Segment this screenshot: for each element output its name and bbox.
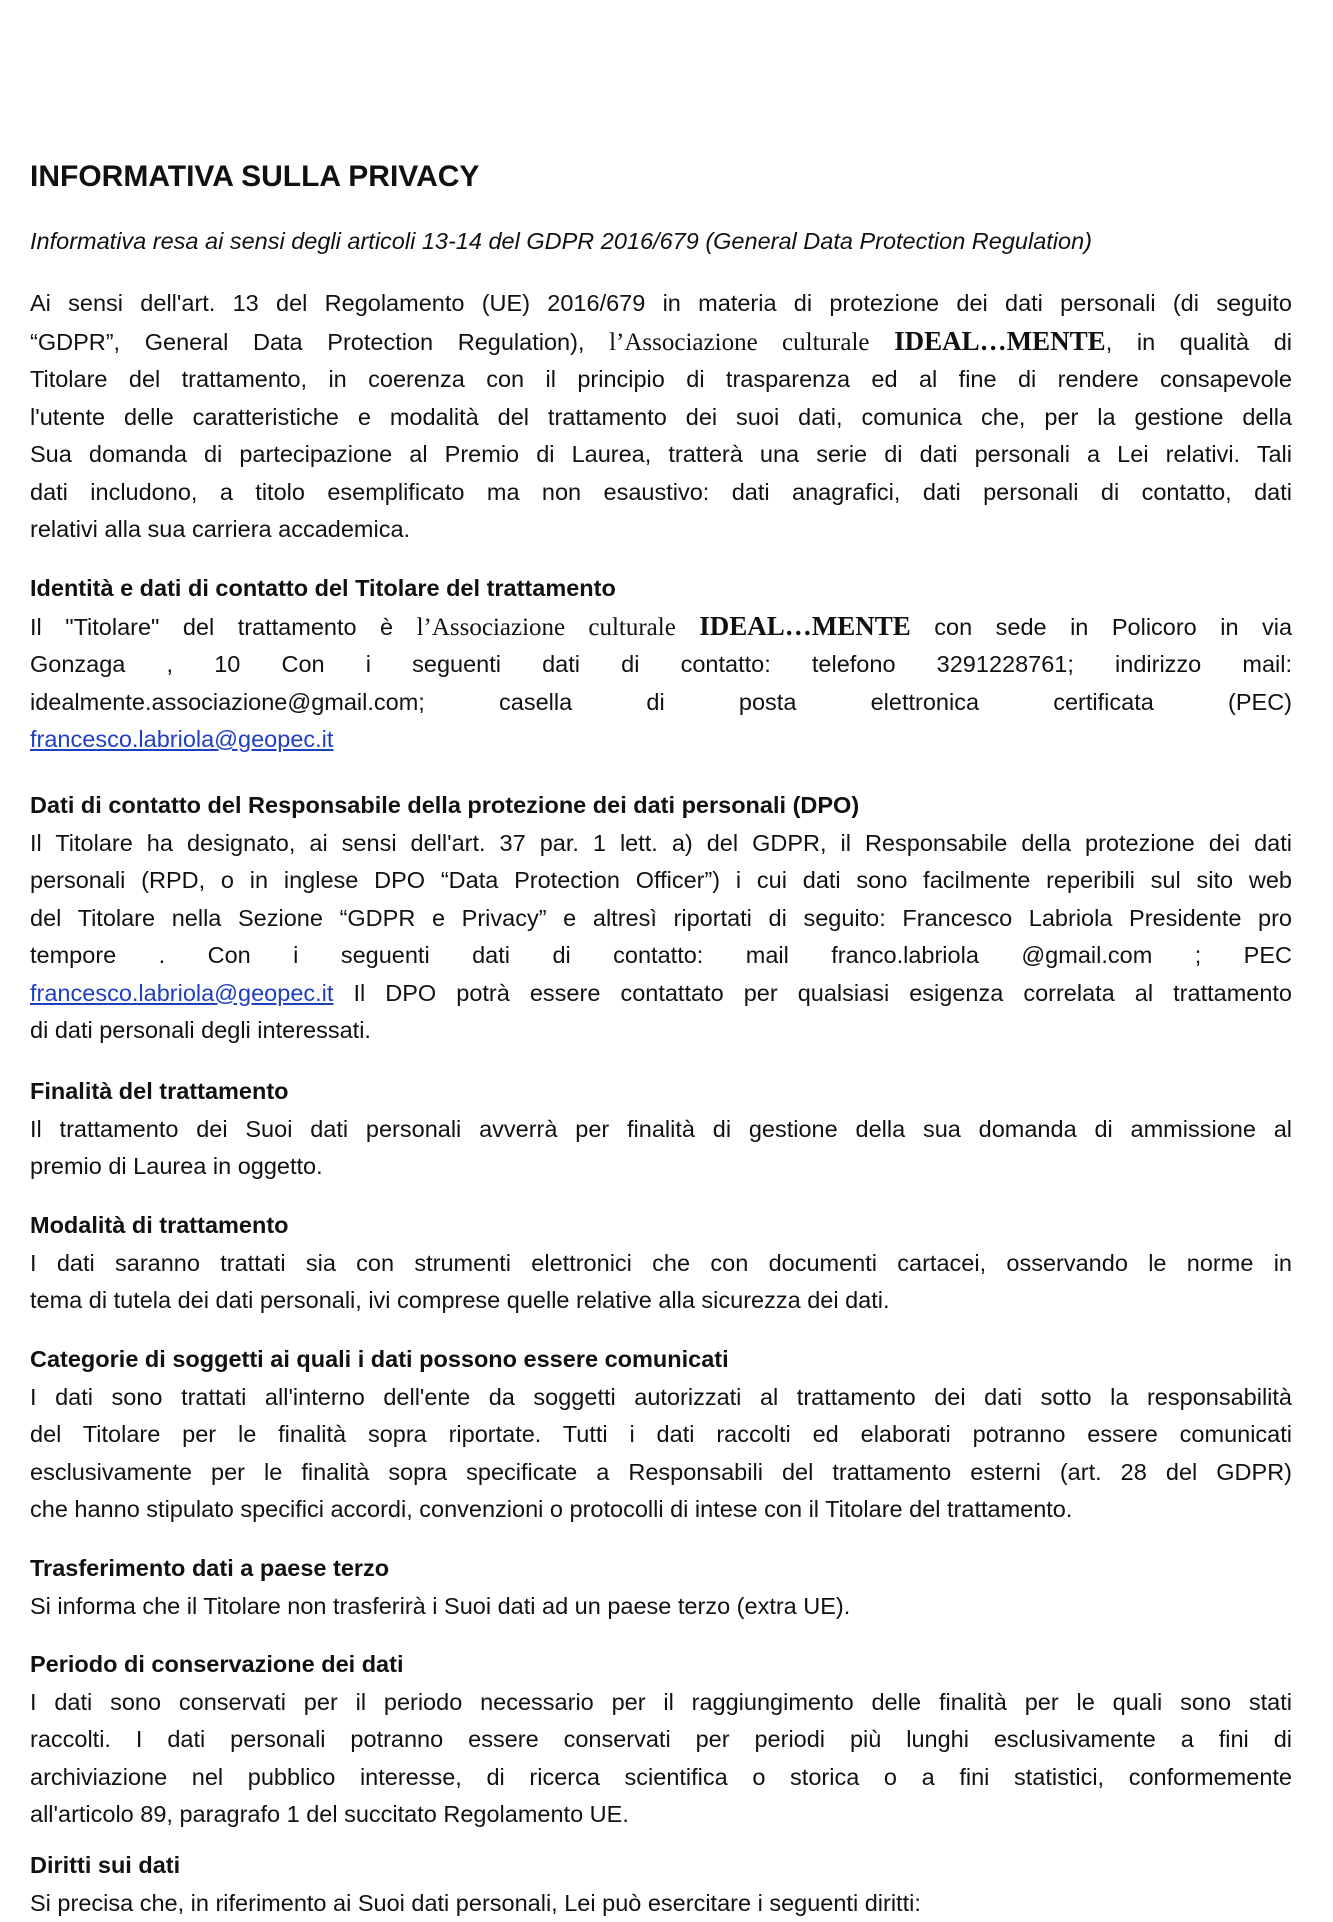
intro-paragraph	[30, 285, 1292, 549]
titolare-line-1: Il "Titolare" del trattamento è l’Associazione culturale IDEAL…MENTE con sede in Policoro in via	[30, 608, 1292, 647]
page-title: INFORMATIVA SULLA PRIVACY	[30, 160, 479, 194]
intro-line-3: Titolare del trattamento, in coerenza con il principio di trasparenza ed al fine di rendere consapevole	[30, 361, 1292, 399]
dpo-line-5: francesco.labriola@geopec.it Il DPO potrà essere contattato per qualsiasi esigenza correlata al trattamento	[30, 975, 1292, 1013]
association-name: l’Associazione culturale	[609, 329, 869, 356]
finalita-line-2: premio di Laurea in oggetto.	[30, 1148, 1292, 1186]
dpo-heading: Dati di contatto del Responsabile della protezione dei dati personali (DPO)	[30, 787, 1292, 825]
dpo-line-1: Il Titolare ha designato, ai sensi dell'art. 37 par. 1 lett. a) del GDPR, il Responsabile della protezione dei dati	[30, 825, 1292, 863]
trasferimento-heading: Trasferimento dati a paese terzo	[30, 1550, 1292, 1588]
finalita-heading: Finalità del trattamento	[30, 1073, 1292, 1111]
categorie-line-2: del Titolare per le finalità sopra riportate. Tutti i dati raccolti ed elaborati potranno essere comunicati	[30, 1416, 1292, 1454]
intro-line-7: relativi alla sua carriera accademica.	[30, 511, 1292, 549]
modalita-section	[30, 1207, 1292, 1320]
diritti-line-1: Si precisa che, in riferimento ai Suoi dati personali, Lei può esercitare i seguenti diritti:	[30, 1885, 1292, 1922]
association-brand: IDEAL…MENTE	[894, 326, 1106, 356]
diritti-section	[30, 1847, 1292, 1922]
periodo-line-3: archiviazione nel pubblico interesse, di ricerca scientifica o storica o a fini statistici, conformemente	[30, 1759, 1292, 1797]
intro-line-4: l'utente delle caratteristiche e modalità del trattamento dei suoi dati, comunica che, per la gestione della	[30, 399, 1292, 437]
dpo-section	[30, 787, 1292, 1050]
categorie-heading: Categorie di soggetti ai quali i dati possono essere comunicati	[30, 1341, 1292, 1379]
categorie-line-1: I dati sono trattati all'interno dell'ente da soggetti autorizzati al trattamento dei dati sotto la responsabilità	[30, 1379, 1292, 1417]
finalita-line-1: Il trattamento dei Suoi dati personali avverrà per finalità di gestione della sua domanda di ammissione al	[30, 1111, 1292, 1149]
dpo-line-4: tempore . Con i seguenti dati di contatto: mail franco.labriola @gmail.com ; PEC	[30, 937, 1292, 975]
dpo-line-2: personali (RPD, o in inglese DPO “Data Protection Officer”) i cui dati sono facilmente reperibili sul sito web	[30, 862, 1292, 900]
titolare-heading: Identità e dati di contatto del Titolare del trattamento	[30, 570, 1292, 608]
intro-line-2: “GDPR”, General Data Protection Regulation), l’Associazione culturale IDEAL…MENTE, in qualità di	[30, 323, 1292, 362]
trasferimento-section	[30, 1550, 1292, 1625]
periodo-line-1: I dati sono conservati per il periodo necessario per il raggiungimento delle finalità per le quali sono stati	[30, 1684, 1292, 1722]
finalita-section	[30, 1073, 1292, 1186]
modalita-heading: Modalità di trattamento	[30, 1207, 1292, 1245]
periodo-section	[30, 1646, 1292, 1834]
trasferimento-line-1: Si informa che il Titolare non trasferirà i Suoi dati ad un paese terzo (extra UE).	[30, 1588, 1292, 1626]
titolare-line-2: Gonzaga , 10 Con i seguenti dati di contatto: telefono 3291228761; indirizzo mail:	[30, 646, 1292, 684]
categorie-section	[30, 1341, 1292, 1529]
dpo-pec-link[interactable]: francesco.labriola@geopec.it	[30, 980, 333, 1006]
periodo-heading: Periodo di conservazione dei dati	[30, 1646, 1292, 1684]
modalita-line-1: I dati saranno trattati sia con strumenti elettronici che con documenti cartacei, osservando le norme in	[30, 1245, 1292, 1283]
diritti-heading: Diritti sui dati	[30, 1847, 1292, 1885]
titolare-line-3: idealmente.associazione@gmail.com; casella di posta elettronica certificata (PEC)	[30, 684, 1292, 722]
page-subtitle: Informativa resa ai sensi degli articoli 13-14 del GDPR 2016/679 (General Data Protection Regulation)	[30, 228, 1092, 255]
intro-line-1: Ai sensi dell'art. 13 del Regolamento (UE) 2016/679 in materia di protezione dei dati personali (di seguito	[30, 285, 1292, 323]
modalita-line-2: tema di tutela dei dati personali, ivi comprese quelle relative alla sicurezza dei dati.	[30, 1282, 1292, 1320]
categorie-line-4: che hanno stipulato specifici accordi, convenzioni o protocolli di intese con il Titolare del trattamento.	[30, 1491, 1292, 1529]
titolare-section	[30, 570, 1292, 759]
titolare-line-4	[30, 721, 1292, 759]
intro-line-5: Sua domanda di partecipazione al Premio di Laurea, tratterà una serie di dati personali a Lei relativi. Tali	[30, 436, 1292, 474]
dpo-line-3: del Titolare nella Sezione “GDPR e Privacy” e altresì riportati di seguito: Francesco Labriola Presidente pro	[30, 900, 1292, 938]
periodo-line-2: raccolti. I dati personali potranno essere conservati per periodi più lunghi esclusivamente a fini di	[30, 1721, 1292, 1759]
titolare-pec-link[interactable]: francesco.labriola@geopec.it	[30, 726, 333, 752]
periodo-line-4: all'articolo 89, paragrafo 1 del succitato Regolamento UE.	[30, 1796, 1292, 1834]
dpo-line-6: di dati personali degli interessati.	[30, 1012, 1292, 1050]
intro-line-6: dati includono, a titolo esemplificato ma non esaustivo: dati anagrafici, dati personali di contatto, dati	[30, 474, 1292, 512]
categorie-line-3: esclusivamente per le finalità sopra specificate a Responsabili del trattamento esterni (art. 28 del GDPR)	[30, 1454, 1292, 1492]
